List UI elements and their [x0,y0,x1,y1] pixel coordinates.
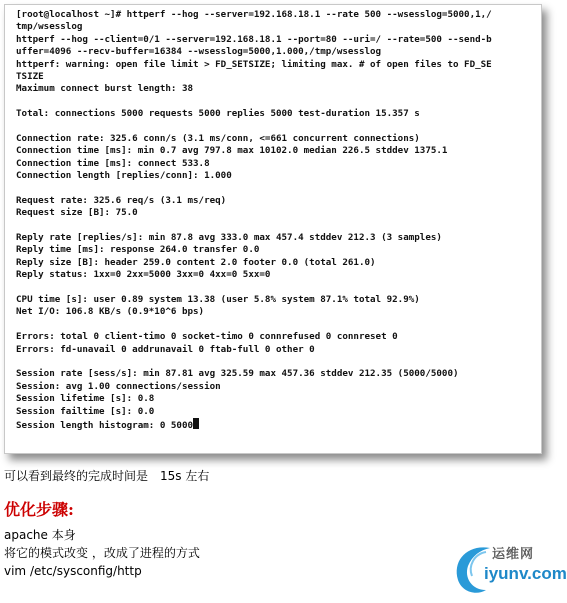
terminal-line: httperf --hog --client=0/1 --server=192.168.18.1 --port=80 --uri=/ --rate=500 --send-b [16,33,492,45]
terminal-line: Maximum connect burst length: 38 [16,83,194,95]
terminal-line: Request size [B]: 75.0 [16,207,138,219]
terminal-line: uffer=4096 --recv-buffer=16384 --wsesslog=5000,1.000,/tmp/wsesslog [16,46,382,58]
body-line-command: vim /etc/sysconfig/http [4,564,142,578]
terminal-line: Reply time [ms]: response 264.0 transfer 0.0 [16,244,260,256]
terminal-window[interactable] [4,4,542,454]
terminal-line: Session: avg 1.00 connections/session [16,380,221,392]
terminal-line: Connection length [replies/conn]: 1.000 [16,170,232,182]
terminal-line: CPU time [s]: user 0.89 system 13.38 (user 5.8% system 87.1% total 92.9%) [16,293,420,305]
terminal-line: TSIZE [16,70,44,82]
terminal-line [16,356,541,368]
terminal-line: Connection time [ms]: connect 533.8 [16,157,210,169]
terminal-line: tmp/wsesslog [16,21,83,33]
terminal-line [16,182,541,194]
document-body [4,466,424,580]
terminal-output [16,9,541,430]
terminal-line: Request rate: 325.6 req/s (3.1 ms/req) [16,194,227,206]
terminal-line: Errors: total 0 client-timo 0 socket-timo 0 connrefused 0 connreset 0 [16,331,398,343]
terminal-line: httperf: warning: open file limit > FD_SETSIZE; limiting max. # of open files to FD_SE [16,58,492,70]
terminal-line [16,121,541,133]
body-line-apache: apache 本身 [4,528,76,542]
terminal-line: Connection rate: 325.6 conn/s (3.1 ms/conn, <=661 concurrent connections) [16,132,420,144]
site-logo [446,538,567,598]
summary-value: 15s 左右 [160,469,210,483]
terminal-line: Session rate [sess/s]: min 87.81 avg 325.59 max 457.36 stddev 212.35 (5000/5000) [16,368,459,380]
terminal-line [16,220,541,232]
logo-url: iyunv.com [484,564,567,583]
terminal-line [16,319,541,331]
terminal-line [16,96,541,108]
cursor-icon [193,418,199,429]
terminal-line: Connection time [ms]: min 0.7 avg 797.8 max 10102.0 median 226.5 stddev 1375.1 [16,145,448,157]
terminal-line: Reply size [B]: header 259.0 content 2.0 footer 0.0 (total 261.0) [16,256,376,268]
terminal-line: Session length histogram: 0 5000 [16,418,541,430]
terminal-line [16,282,541,294]
summary-line [4,466,424,486]
summary-text: 可以看到最终的完成时间是 [4,469,149,483]
logo-name: 运维网 [492,547,535,562]
terminal-line: Reply rate [replies/s]: min 87.8 avg 333.0 max 457.4 stddev 212.3 (3 samples) [16,232,442,244]
terminal-line: Session lifetime [s]: 0.8 [16,393,155,405]
terminal-line: [root@localhost ~]# httperf --hog --server=192.168.18.1 --rate 500 --wsesslog=5000,1,/ [16,9,492,20]
body-line-mode: 将它的模式改变 ，改成了进程的方式 [4,546,200,560]
body-text [4,526,424,580]
terminal-line: Net I/O: 106.8 KB/s (0.9*10^6 bps) [16,306,205,318]
section-heading: 优化步骤: [4,500,74,519]
terminal-line: Total: connections 5000 requests 5000 replies 5000 test-duration 15.357 s [16,108,420,120]
terminal-line: Reply status: 1xx=0 2xx=5000 3xx=0 4xx=0 5xx=0 [16,269,271,281]
terminal-line: Session failtime [s]: 0.0 [16,405,155,417]
terminal-line: Errors: fd-unavail 0 addrunavail 0 ftab-full 0 other 0 [16,343,315,355]
